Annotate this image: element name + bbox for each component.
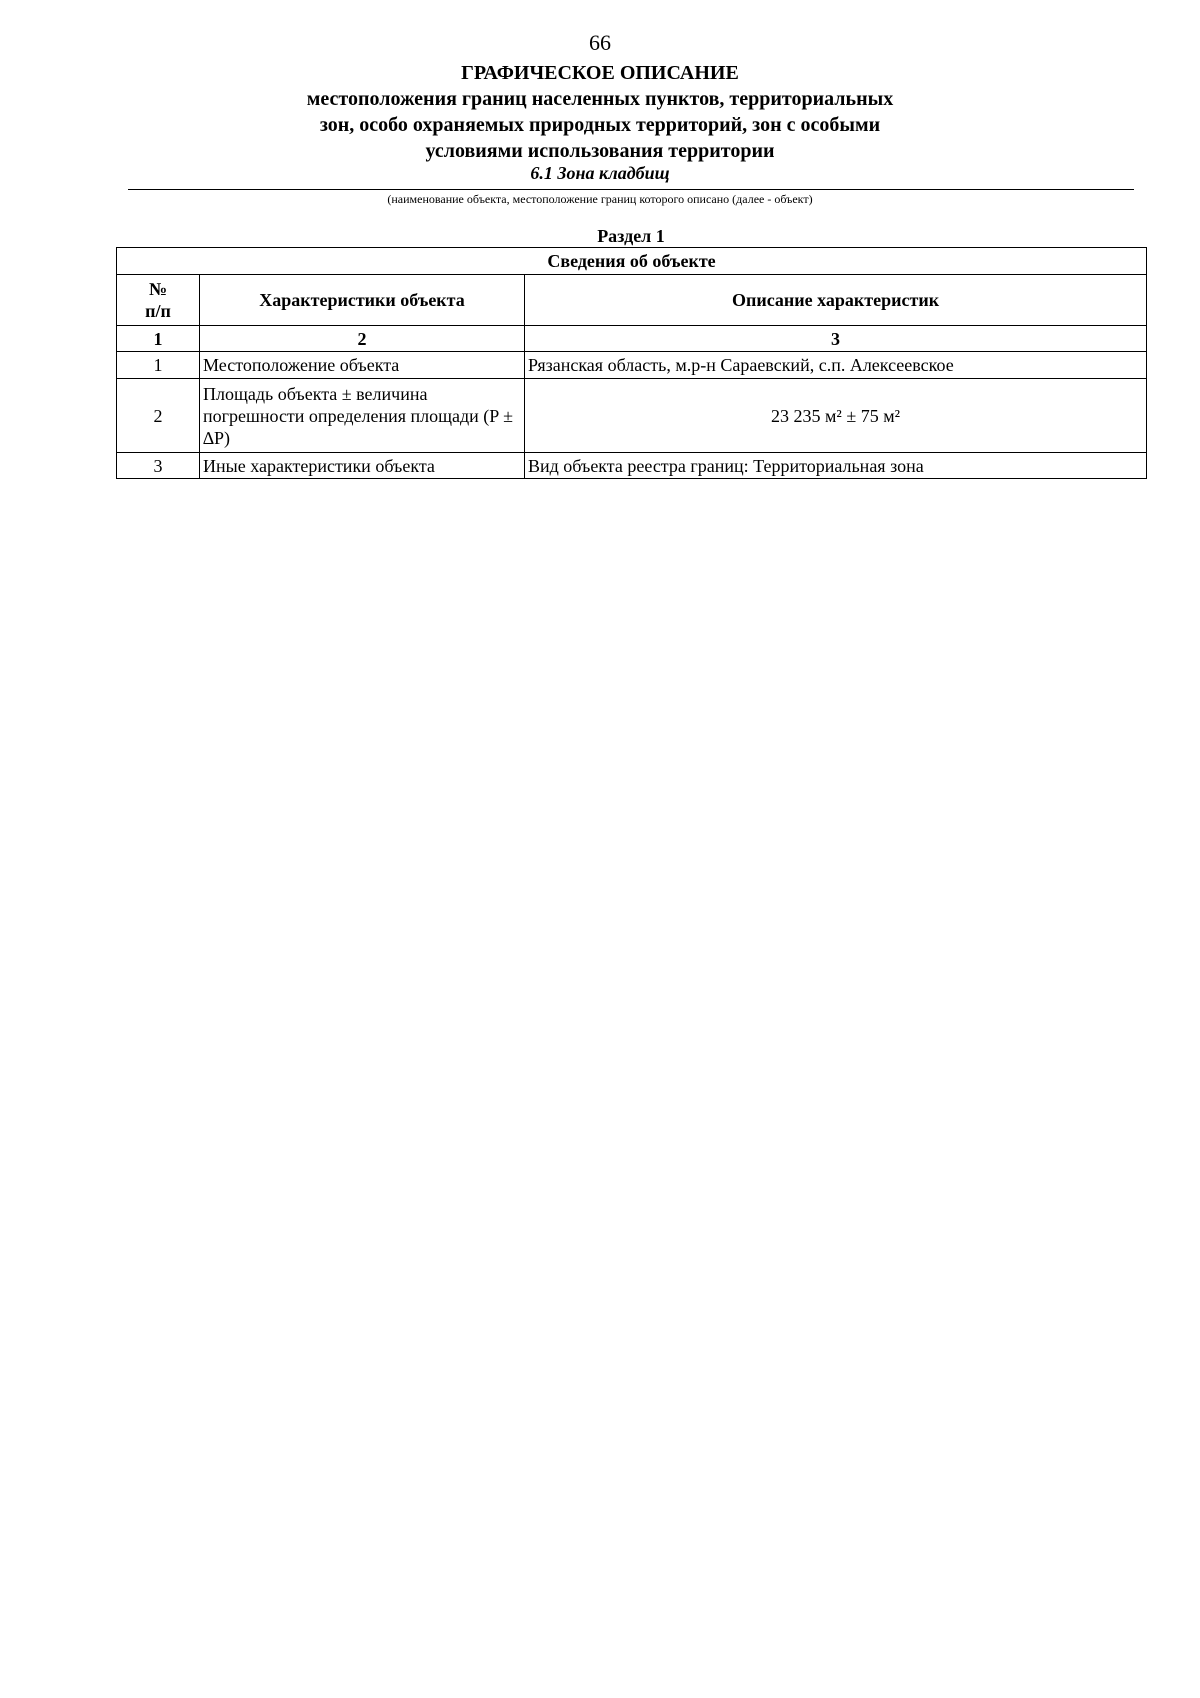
- row-number: 3: [117, 453, 200, 479]
- row-number: 1: [117, 352, 200, 379]
- table-row: [117, 379, 1147, 453]
- document-subtitle-line-3: условиями использования территории: [425, 140, 775, 162]
- column-number-1: 1: [117, 326, 200, 352]
- document-title: ГРАФИЧЕСКОЕ ОПИСАНИЕ: [461, 62, 739, 84]
- row-characteristic: Площадь объекта ± величина погрешности определения площади (P ± ∆P): [200, 379, 525, 453]
- object-name-caption: (наименование объекта, местоположение границ которого описано (далее - объект): [387, 192, 813, 206]
- row-characteristic: Иные характеристики объекта: [200, 453, 525, 479]
- object-info-table: [116, 247, 1147, 479]
- row-characteristic: Местоположение объекта: [200, 352, 525, 379]
- row-description: 23 235 м² ± 75 м²: [525, 379, 1147, 453]
- column-number-2: 2: [200, 326, 525, 352]
- document-title-block: [0, 60, 1200, 164]
- table-row: [117, 352, 1147, 379]
- table-row: [117, 453, 1147, 479]
- document-subtitle-line-1: местоположения границ населенных пунктов, территориальных: [306, 88, 894, 110]
- document-subtitle-line-2: зон, особо охраняемых природных территорий, зон с особыми: [319, 114, 881, 136]
- table-header-row: [117, 275, 1147, 326]
- table-caption: Сведения об объекте: [117, 248, 1147, 275]
- column-numbers-row: [117, 326, 1147, 352]
- object-name: 6.1 Зона кладбищ: [530, 163, 670, 183]
- column-number-3: 3: [525, 326, 1147, 352]
- column-header-number: № п/п: [117, 275, 200, 326]
- column-header-description: Описание характеристик: [525, 275, 1147, 326]
- section-title: Раздел 1: [597, 226, 665, 246]
- row-description: Вид объекта реестра границ: Территориальная зона: [525, 453, 1147, 479]
- object-name-underline: [128, 189, 1134, 190]
- page-number: 66: [589, 30, 611, 55]
- row-description: Рязанская область, м.р-н Сараевский, с.п. Алексеевское: [525, 352, 1147, 379]
- table-caption-row: [117, 248, 1147, 275]
- column-header-characteristic: Характеристики объекта: [200, 275, 525, 326]
- row-number: 2: [117, 379, 200, 453]
